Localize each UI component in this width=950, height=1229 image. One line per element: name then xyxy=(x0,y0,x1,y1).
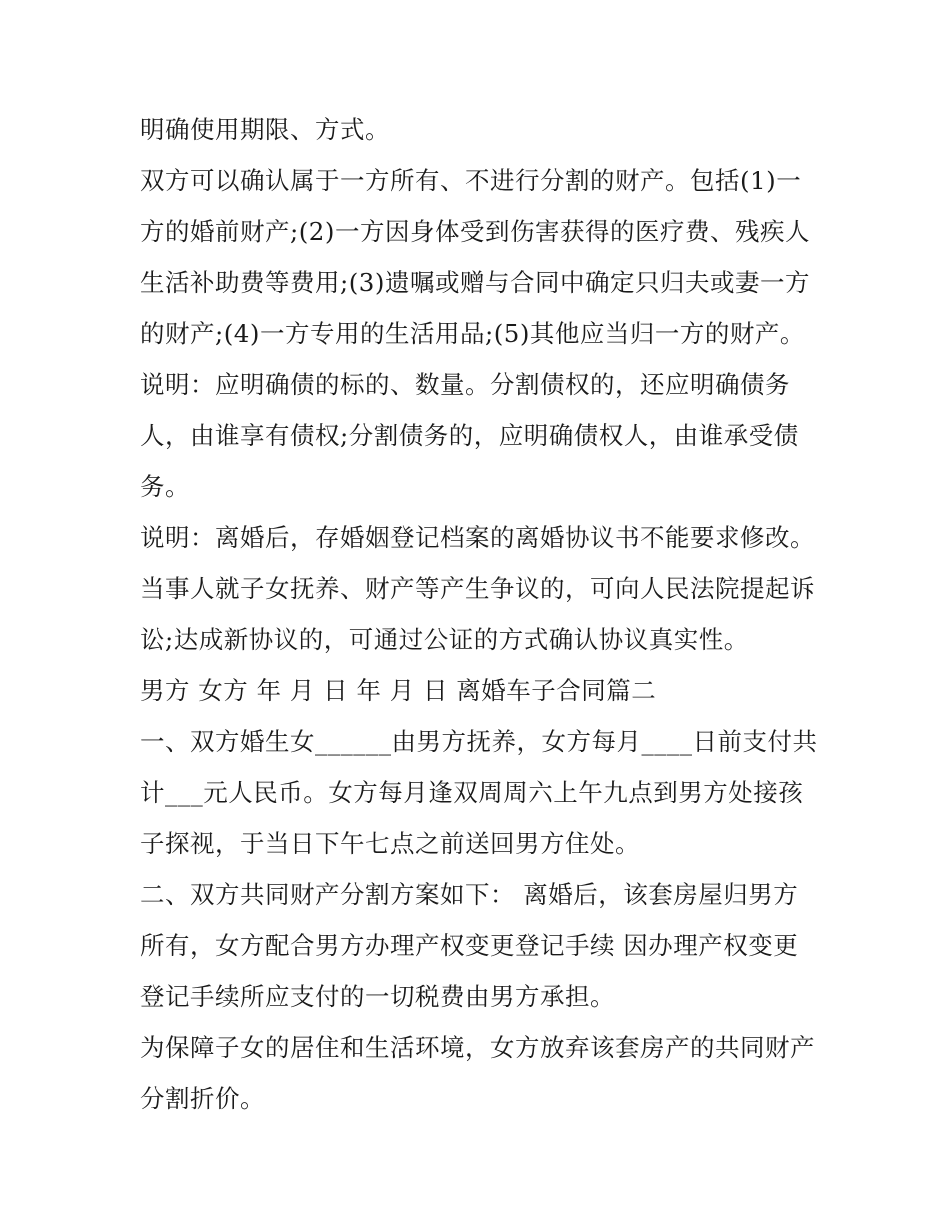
paragraph-separate-property: 双方可以确认属于一方所有、不进行分割的财产。包括(1)一方的婚前财产;(2)一方因身体受到伤害获得的医疗费、残疾人生活补助费等费用;(3)遗嘱或赠与合同中确定只归夫或妻一方的财产;(4)一方专用的生活用品;(5)其他应当归一方的财产。 xyxy=(140,166,810,348)
paragraph-child-custody: 一、双方婚生女______由男方抚养，女方每月____日前支付共计___元人民币。女方每月逢双周周六上午九点到男方处接孩子探视，于当日下午七点之前送回男方住处。 xyxy=(140,727,818,858)
section-title-contract-2: 男方 女方 年 月 日 年 月 日 离婚车子合同篇二 xyxy=(140,676,657,705)
paragraph-housing-waiver: 为保障子女的居住和生活环境，女方放弃该套房产的共同财产分割折价。 xyxy=(140,1033,815,1113)
paragraph-note-modification: 说明：离婚后，存婚姻登记档案的离婚协议书不能要求修改。当事人就子女抚养、财产等产生争议的，可向人民法院提起诉讼;达成新协议的，可通过公证的方式确认协议真实性。 xyxy=(140,523,815,654)
paragraph-note-debts: 说明：应明确债的标的、数量。分割债权的，还应明确债务人，由谁享有债权;分割债务的，应明确债权人，由谁承受债务。 xyxy=(140,370,799,501)
paragraph-usage-term: 明确使用期限、方式。 xyxy=(140,115,390,144)
document-body xyxy=(140,104,820,1124)
paragraph-property-division: 二、双方共同财产分割方案如下： 离婚后，该套房屋归男方所有，女方配合男方办理产权变更登记手续 因办理产权变更登记手续所应支付的一切税费由男方承担。 xyxy=(140,880,799,1011)
